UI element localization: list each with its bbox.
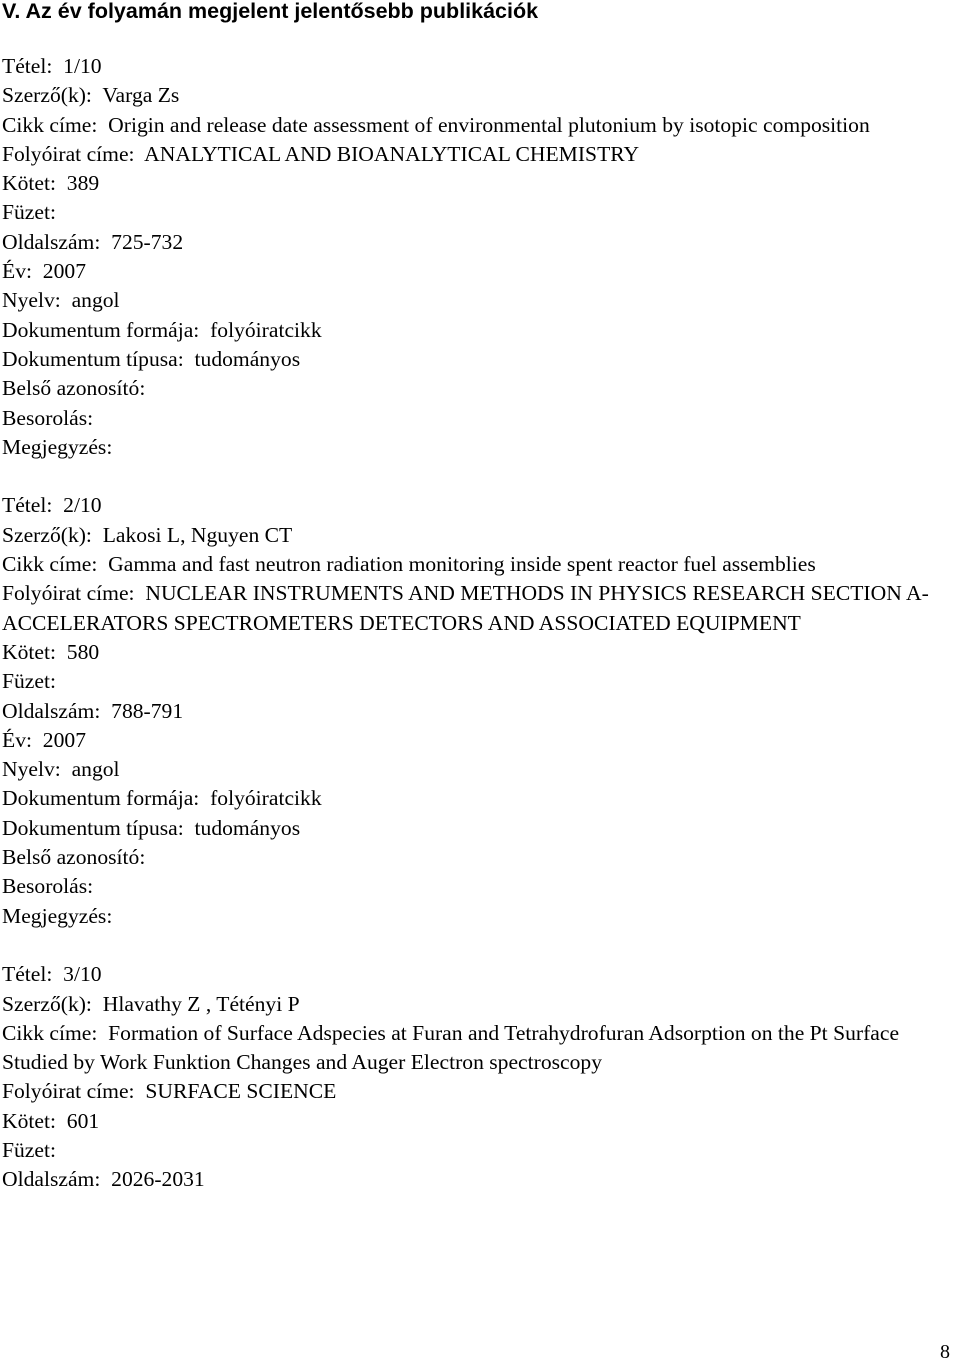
field-line [2, 374, 958, 403]
field-separator [135, 1079, 146, 1103]
field-label: Tétel: [2, 962, 53, 987]
field-line [2, 111, 958, 140]
field-label: Besorolás: [2, 405, 94, 430]
field-label: Dokumentum típusa: [2, 346, 184, 371]
field-separator [199, 318, 210, 342]
field-value: 601 [66, 1108, 100, 1133]
field-label: Folyóirat címe: [2, 581, 135, 606]
field-value: 389 [66, 171, 100, 196]
field-separator [93, 874, 104, 898]
field-value: folyóiratcikk [210, 317, 322, 342]
field-label: Kötet: [2, 171, 56, 196]
section-heading: V. Az év folyamán megjelent jelentősebb publikációk [2, 0, 539, 23]
field-label: Folyóirat címe: [2, 1079, 135, 1104]
field-line [2, 345, 958, 374]
field-separator [52, 54, 63, 78]
field-label: Dokumentum formája: [2, 317, 200, 342]
field-separator [32, 728, 43, 752]
field-separator [92, 992, 103, 1016]
field-separator [112, 904, 123, 928]
field-label: Folyóirat címe: [2, 141, 135, 166]
field-separator [61, 288, 72, 312]
field-value: 1/10 [63, 54, 102, 78]
field-label: Dokumentum formája: [2, 786, 200, 811]
field-label: Oldalszám: [2, 1167, 101, 1192]
field-separator [56, 200, 67, 224]
field-label: Tétel: [2, 54, 53, 78]
field-separator [32, 259, 43, 283]
field-line [2, 726, 958, 755]
field-separator [100, 699, 111, 723]
field-line [2, 257, 958, 286]
field-line [2, 491, 958, 520]
field-separator [56, 1109, 67, 1133]
field-value: Varga Zs [102, 83, 180, 108]
field-label: Cikk címe: [2, 1020, 98, 1045]
field-separator [97, 113, 108, 137]
field-line [2, 433, 958, 462]
field-label: Füzet: [2, 669, 56, 694]
field-separator [100, 230, 111, 254]
field-value: Lakosi L, Nguyen CT [102, 522, 293, 547]
field-label: Kötet: [2, 639, 56, 664]
field-line [2, 667, 958, 696]
field-line [2, 404, 958, 433]
field-line [2, 814, 958, 843]
field-line [2, 521, 958, 550]
field-line [2, 286, 958, 315]
field-line [2, 784, 958, 813]
field-separator [135, 581, 146, 605]
field-label: Megjegyzés: [2, 434, 113, 459]
publication-list [2, 52, 958, 1224]
field-line [2, 81, 958, 110]
field-value: 2/10 [63, 493, 102, 518]
field-separator [145, 376, 156, 400]
field-line [2, 52, 958, 81]
field-label: Belső azonosító: [2, 845, 146, 870]
field-value: 2007 [42, 259, 86, 284]
field-separator [52, 493, 63, 517]
field-label: Nyelv: [2, 288, 61, 313]
field-label: Tétel: [2, 493, 53, 518]
field-value: 788-791 [111, 698, 184, 723]
field-value: folyóiratcikk [210, 786, 322, 811]
field-label: Cikk címe: [2, 552, 98, 577]
field-value: Gamma and fast neutron radiation monitoring inside spent reactor fuel assemblies [108, 552, 816, 577]
field-value: angol [71, 288, 120, 313]
field-line [2, 1165, 958, 1194]
field-value: Formation of Surface Adspecies at Furan and Tetrahydrofuran Adsorption on the Pt Surface Studied by Work Funktion Changes and Auger Electron spectroscopy [2, 1020, 900, 1075]
field-value: 580 [66, 639, 100, 664]
field-value: angol [71, 757, 120, 782]
publication-record [2, 52, 958, 462]
field-label: Oldalszám: [2, 229, 101, 254]
publication-record [2, 960, 958, 1194]
field-line [2, 843, 958, 872]
field-line [2, 872, 958, 901]
field-value: tudományos [194, 815, 301, 840]
field-line [2, 198, 958, 227]
field-line [2, 579, 958, 638]
field-label: Szerző(k): [2, 991, 92, 1016]
field-label: Füzet: [2, 200, 56, 225]
field-label: Év: [2, 727, 32, 752]
field-line [2, 140, 958, 169]
field-separator [184, 347, 195, 371]
field-label: Cikk címe: [2, 112, 98, 137]
field-line [2, 960, 958, 989]
field-label: Megjegyzés: [2, 903, 113, 928]
field-line [2, 990, 958, 1019]
field-label: Nyelv: [2, 757, 61, 782]
field-line [2, 316, 958, 345]
field-value: 3/10 [63, 962, 102, 987]
field-label: Szerző(k): [2, 522, 92, 547]
field-line [2, 638, 958, 667]
field-separator [97, 552, 108, 576]
field-line [2, 1107, 958, 1136]
field-label: Dokumentum típusa: [2, 815, 184, 840]
field-value: 2007 [42, 727, 86, 752]
field-label: Besorolás: [2, 874, 94, 899]
field-line [2, 1019, 958, 1078]
page-number: 8 [940, 1341, 950, 1363]
field-line [2, 697, 958, 726]
field-value: Hlavathy Z , Tétényi P [102, 991, 300, 1016]
field-line [2, 1077, 958, 1106]
field-separator [92, 83, 102, 107]
field-line [2, 228, 958, 257]
field-separator [52, 962, 63, 986]
field-label: Belső azonosító: [2, 376, 146, 401]
field-value: SURFACE SCIENCE [145, 1079, 337, 1104]
field-separator [199, 786, 210, 810]
field-line [2, 169, 958, 198]
field-value: Origin and release date assessment of environmental plutonium by isotopic composition [108, 112, 870, 137]
field-separator [145, 845, 156, 869]
field-line [2, 550, 958, 579]
field-separator [97, 1021, 108, 1045]
field-separator [93, 406, 104, 430]
field-separator [184, 816, 195, 840]
field-separator [135, 142, 145, 166]
field-separator [61, 757, 72, 781]
field-value: NUCLEAR INSTRUMENTS AND METHODS IN PHYSICS RESEARCH SECTION A-ACCELERATORS SPECTROMETERS DETECTORS AND ASSOCIATED EQUIPMENT [2, 581, 929, 635]
field-separator [56, 669, 67, 693]
field-line [2, 755, 958, 784]
field-line [2, 1136, 958, 1165]
field-label: Füzet: [2, 1137, 56, 1162]
field-value: tudományos [194, 346, 301, 371]
publication-record [2, 491, 958, 930]
field-label: Kötet: [2, 1108, 56, 1133]
field-value: 725-732 [111, 229, 184, 254]
field-separator [56, 1138, 67, 1162]
field-value: ANALYTICAL AND BIOANALYTICAL CHEMISTRY [144, 141, 640, 166]
field-label: Év: [2, 259, 32, 284]
field-value: 2026-2031 [111, 1167, 205, 1192]
field-separator [56, 171, 67, 195]
field-separator [92, 523, 103, 547]
field-separator [100, 1167, 111, 1191]
field-label: Szerző(k): [2, 83, 92, 108]
field-separator [56, 640, 67, 664]
field-label: Oldalszám: [2, 698, 101, 723]
field-line [2, 902, 958, 931]
field-separator [112, 435, 123, 459]
